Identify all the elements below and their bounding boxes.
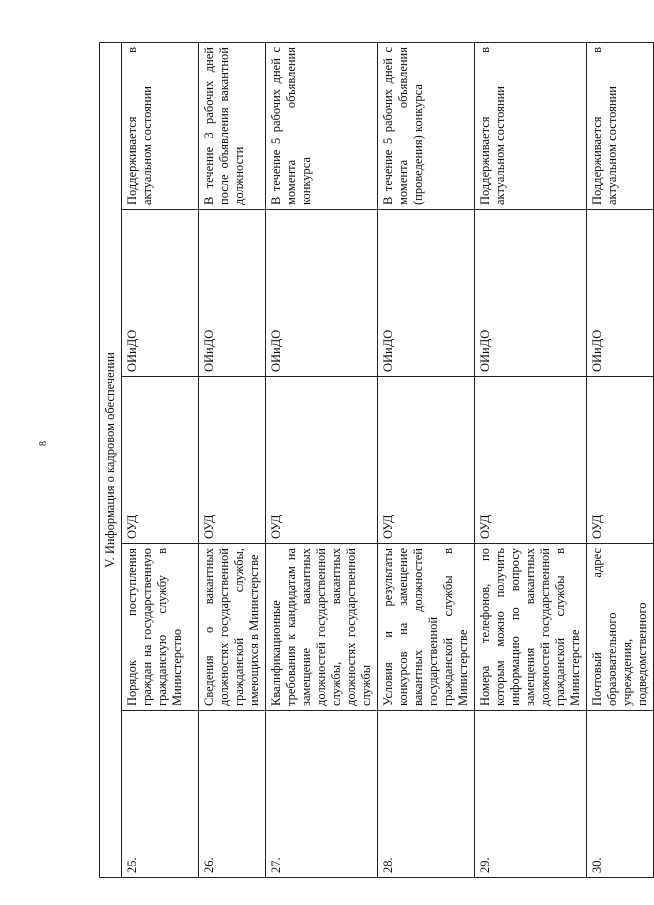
table-row [122,43,199,878]
row-number: 30. [587,711,654,878]
row-department: ОИиДО [199,210,266,377]
row-responsible: ОУД [475,377,587,544]
row-department: ОИиДО [378,210,475,377]
row-number: 27. [266,711,378,878]
row-responsible: ОУД [199,377,266,544]
table-row [266,43,378,878]
row-term: В течение 5 рабочих дней с момента объявления (проведения) конкурса [378,43,475,210]
row-info: Сведения о вакантных должностях государственной гражданской службы, имеющихся в Министерстве [199,544,266,711]
row-number: 26. [199,711,266,878]
row-department: ОИиДО [475,210,587,377]
info-table [99,42,654,878]
section-header-row [100,43,122,878]
row-number: 29. [475,711,587,878]
section-title: V. Информация о кадровом обеспечении [100,43,122,878]
row-responsible: ОУД [266,377,378,544]
row-info: Номера телефонов, по которым можно получить информацию по вопросу замещения вакантных должностей государственной гражданской службы в Министерстве [475,544,587,711]
row-term: В течение 5 рабочих дней с момента объявления конкурса [266,43,378,210]
row-term: Поддерживается в актуальном состоянии [587,43,654,210]
row-term: В течение 3 рабочих дней после объявления вакантной должности [199,43,266,210]
table-row [475,43,587,878]
rotated-table-container [99,42,649,878]
row-department: ОИиДО [122,210,199,377]
row-info: Почтовый адрес образовательного учреждения, подведомственного [587,544,654,711]
row-info: Квалификационные требования к кандидатам на замещение вакантных должностей государственной службы, вакантных должностях государственной службы [266,544,378,711]
row-responsible: ОУД [378,377,475,544]
row-info: Порядок поступления граждан на государственную гражданскую службу в Министерство [122,544,199,711]
row-number: 25. [122,711,199,878]
table-row [378,43,475,878]
row-responsible: ОУД [122,377,199,544]
row-department: ОИиДО [266,210,378,377]
page-number: 8 [38,441,49,446]
row-term: Поддерживается в актуальном состоянии [122,43,199,210]
row-info: Условия и результаты конкурсов на замещение вакантных должностей государственной гражданской службы в Министерстве [378,544,475,711]
table-row [199,43,266,878]
row-responsible: ОУД [587,377,654,544]
row-number: 28. [378,711,475,878]
table-row [587,43,654,878]
row-department: ОИиДО [587,210,654,377]
row-term: Поддерживается в актуальном состоянии [475,43,587,210]
